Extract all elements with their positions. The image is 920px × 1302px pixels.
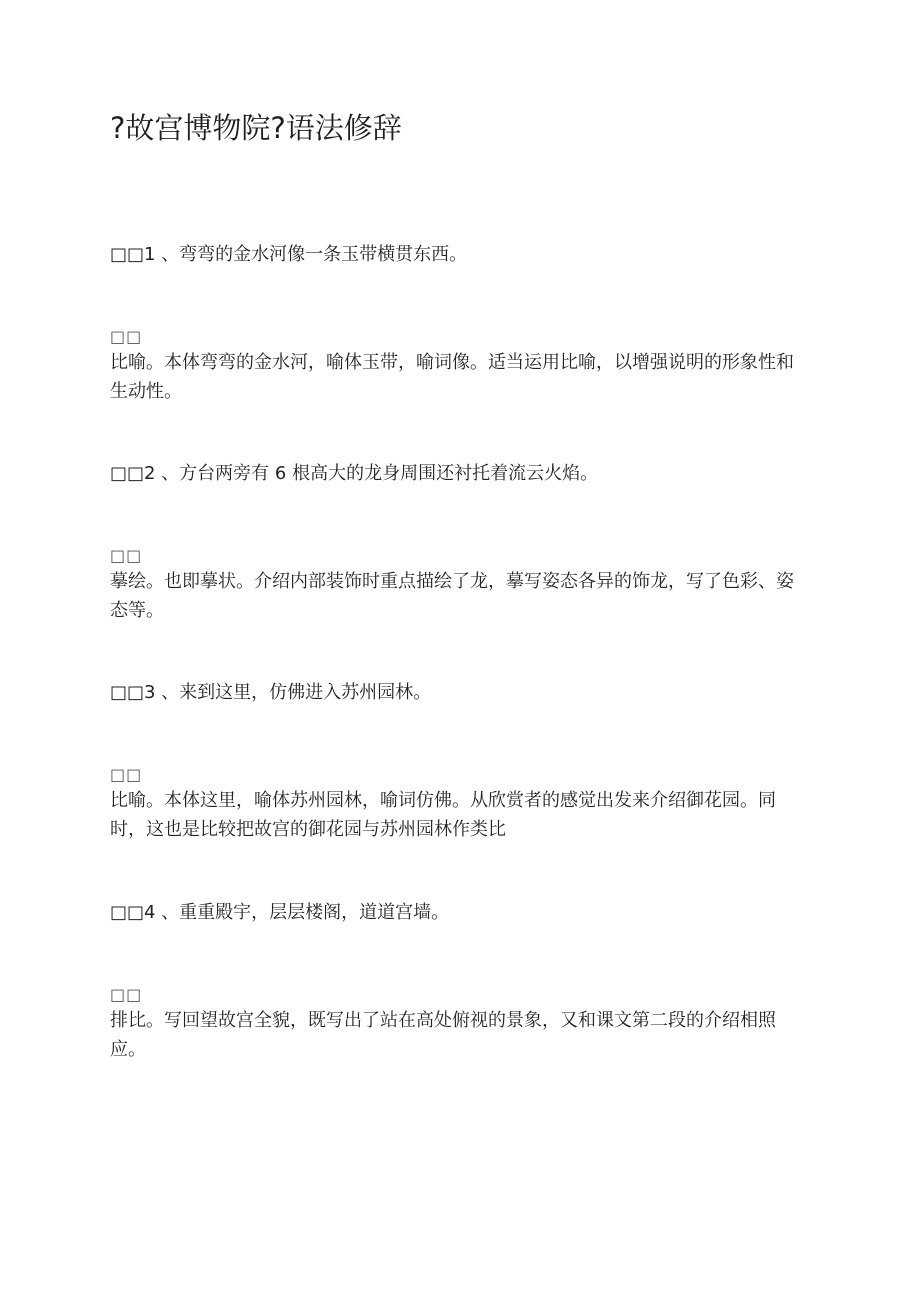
analysis-text-1: 比喻。本体弯弯的金水河，喻体玉带，喻词像。适当运用比喻，以增强说明的形象性和生动性。	[110, 352, 794, 402]
analysis-text-3: 比喻。本体这里，喻体苏州园林，喻词仿佛。从欣赏者的感觉出发来介绍御花园。同时，这也是比较把故宫的御花园与苏州园林作类比	[110, 790, 776, 840]
placeholder-marker-1: □□	[110, 327, 143, 346]
example-sentence-4: □□4 、重重殿宇，层层楼阁，道道宫墙。	[110, 902, 450, 923]
analysis-text-4: 排比。写回望故宫全貌，既写出了站在高处俯视的景象，又和课文第二段的介绍相照应。	[110, 1010, 776, 1060]
placeholder-marker-2: □□	[110, 546, 143, 565]
page-title: ?故宫博物院?语法修辞	[110, 111, 402, 145]
placeholder-marker-3: □□	[110, 765, 143, 784]
placeholder-marker-4: □□	[110, 985, 143, 1004]
example-sentence-1: □□1 、弯弯的金水河像一条玉带横贯东西。	[110, 244, 468, 265]
example-sentence-3: □□3 、来到这里，仿佛进入苏州园林。	[110, 682, 432, 703]
example-sentence-2: □□2 、方台两旁有 6 根高大的龙身周围还衬托着流云火焰。	[110, 463, 599, 484]
analysis-text-2: 摹绘。也即摹状。介绍内部装饰时重点描绘了龙，摹写姿态各异的饰龙，写了色彩、姿态等。	[110, 571, 794, 621]
